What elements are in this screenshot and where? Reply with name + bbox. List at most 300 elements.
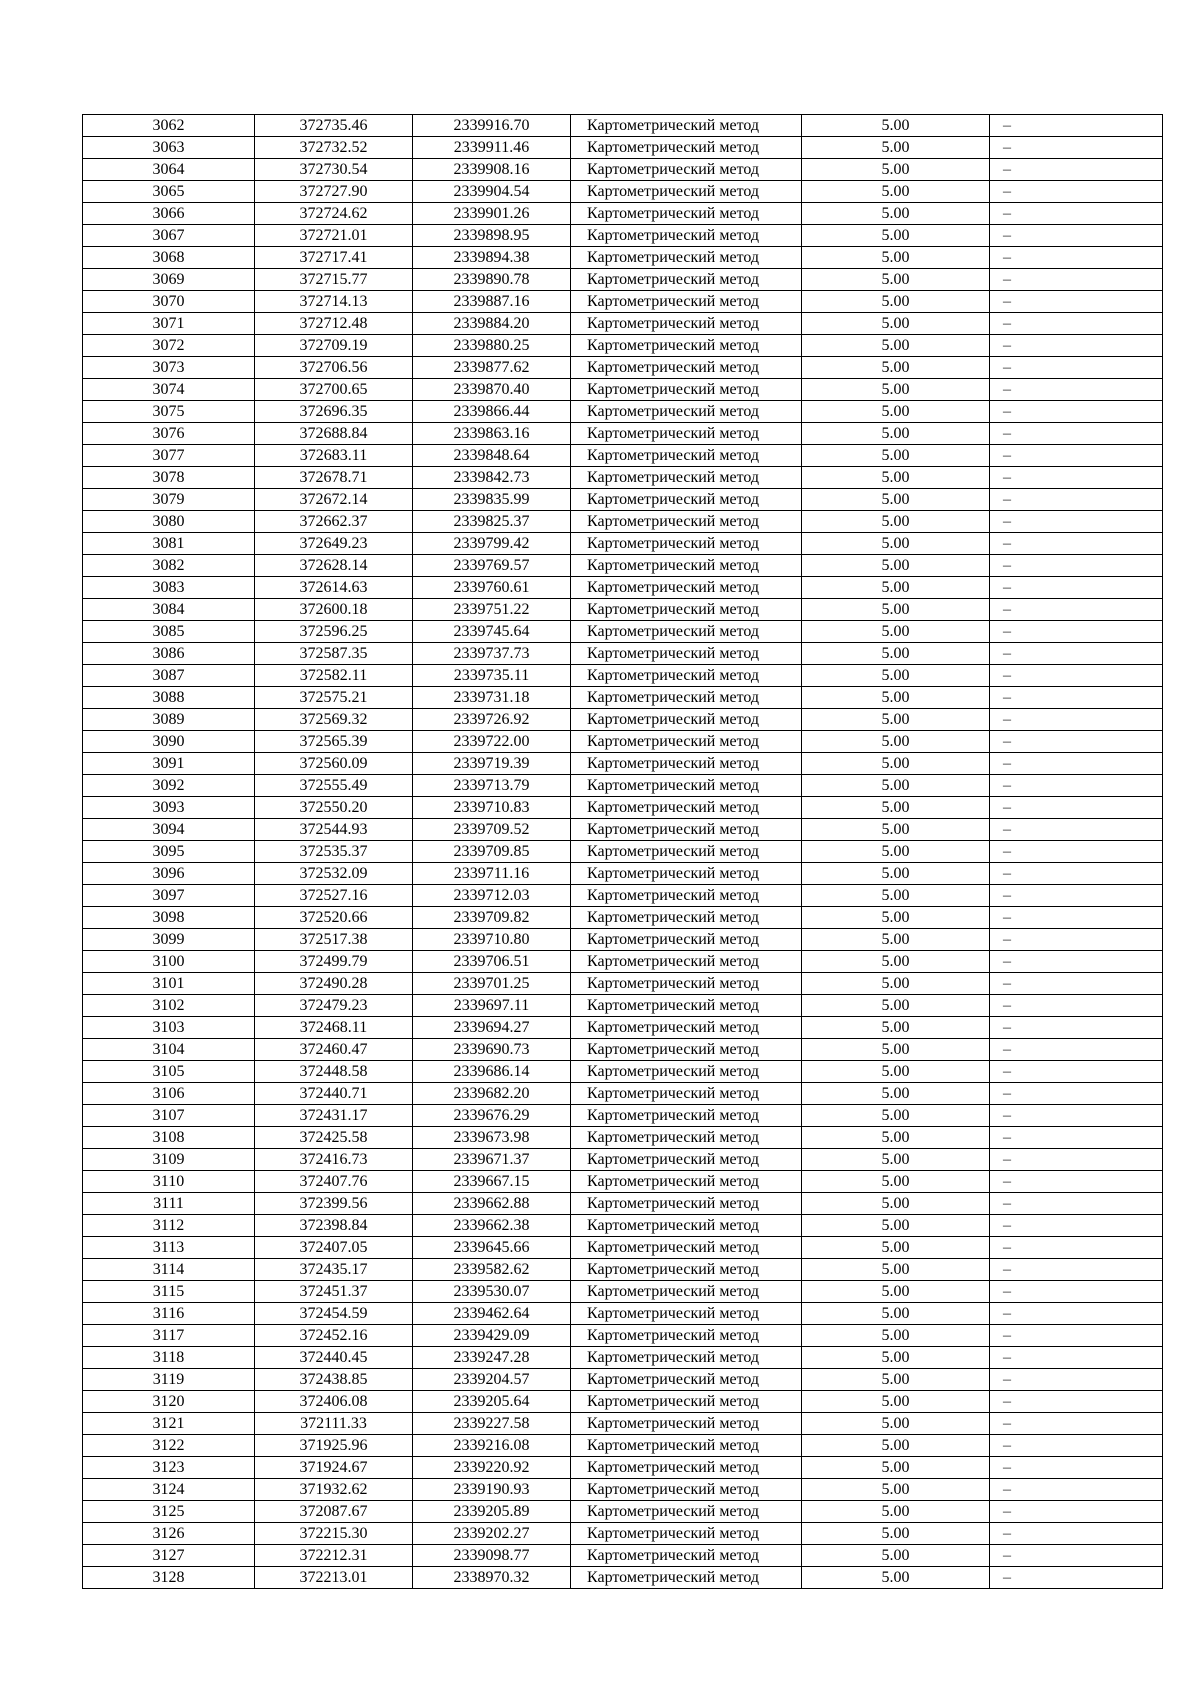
cell-point-number: 3088 [83,687,255,709]
cell-method: Картометрический метод [571,225,802,247]
table-row [83,1193,1163,1215]
cell-coord-y: 2339711.16 [413,863,571,885]
cell-note: – [990,379,1163,401]
table-row [83,1347,1163,1369]
cell-coord-y: 2339530.07 [413,1281,571,1303]
cell-note: – [990,1083,1163,1105]
cell-coord-x: 372468.11 [255,1017,413,1039]
table-row [83,665,1163,687]
cell-point-number: 3102 [83,995,255,1017]
cell-method: Картометрический метод [571,1435,802,1457]
cell-accuracy: 5.00 [802,1281,990,1303]
table-row [83,401,1163,423]
cell-accuracy: 5.00 [802,1567,990,1589]
cell-method: Картометрический метод [571,1017,802,1039]
cell-note: – [990,621,1163,643]
cell-accuracy: 5.00 [802,1061,990,1083]
cell-point-number: 3100 [83,951,255,973]
cell-point-number: 3093 [83,797,255,819]
cell-note: – [990,1215,1163,1237]
cell-coord-x: 372479.23 [255,995,413,1017]
cell-coord-x: 371925.96 [255,1435,413,1457]
cell-accuracy: 5.00 [802,951,990,973]
cell-method: Картометрический метод [571,533,802,555]
cell-accuracy: 5.00 [802,1545,990,1567]
cell-point-number: 3096 [83,863,255,885]
cell-point-number: 3091 [83,753,255,775]
cell-coord-y: 2339645.66 [413,1237,571,1259]
table-row [83,687,1163,709]
cell-note: – [990,1369,1163,1391]
cell-note: – [990,1391,1163,1413]
cell-note: – [990,489,1163,511]
cell-coord-x: 372727.90 [255,181,413,203]
cell-point-number: 3128 [83,1567,255,1589]
cell-point-number: 3127 [83,1545,255,1567]
cell-point-number: 3112 [83,1215,255,1237]
table-row [83,1391,1163,1413]
cell-method: Картометрический метод [571,1237,802,1259]
cell-coord-y: 2339710.83 [413,797,571,819]
cell-point-number: 3064 [83,159,255,181]
table-row [83,1567,1163,1589]
cell-point-number: 3072 [83,335,255,357]
cell-note: – [990,1457,1163,1479]
table-row [83,423,1163,445]
cell-point-number: 3125 [83,1501,255,1523]
cell-coord-y: 2339751.22 [413,599,571,621]
table-row [83,929,1163,951]
table-row [83,181,1163,203]
table-row [83,467,1163,489]
cell-method: Картометрический метод [571,357,802,379]
table-row [83,489,1163,511]
table-row [83,445,1163,467]
table-row [83,1127,1163,1149]
cell-method: Картометрический метод [571,709,802,731]
cell-coord-x: 372215.30 [255,1523,413,1545]
cell-accuracy: 5.00 [802,577,990,599]
cell-note: – [990,819,1163,841]
cell-point-number: 3069 [83,269,255,291]
cell-coord-y: 2339890.78 [413,269,571,291]
table-row [83,753,1163,775]
cell-note: – [990,973,1163,995]
cell-accuracy: 5.00 [802,753,990,775]
cell-coord-y: 2338970.32 [413,1567,571,1589]
cell-point-number: 3121 [83,1413,255,1435]
cell-coord-y: 2339582.62 [413,1259,571,1281]
cell-point-number: 3067 [83,225,255,247]
cell-method: Картометрический метод [571,687,802,709]
cell-accuracy: 5.00 [802,247,990,269]
cell-coord-x: 372544.93 [255,819,413,841]
cell-point-number: 3101 [83,973,255,995]
cell-point-number: 3086 [83,643,255,665]
cell-accuracy: 5.00 [802,357,990,379]
cell-coord-x: 372407.05 [255,1237,413,1259]
cell-coord-y: 2339690.73 [413,1039,571,1061]
cell-coord-y: 2339842.73 [413,467,571,489]
cell-accuracy: 5.00 [802,1259,990,1281]
cell-method: Картометрический метод [571,1567,802,1589]
cell-note: – [990,1061,1163,1083]
cell-coord-x: 372706.56 [255,357,413,379]
cell-coord-x: 372399.56 [255,1193,413,1215]
cell-accuracy: 5.00 [802,819,990,841]
table-row [83,137,1163,159]
cell-accuracy: 5.00 [802,599,990,621]
cell-coord-y: 2339697.11 [413,995,571,1017]
cell-method: Картометрический метод [571,269,802,291]
cell-method: Картометрический метод [571,819,802,841]
table-row [83,643,1163,665]
cell-method: Картометрический метод [571,599,802,621]
cell-note: – [990,335,1163,357]
cell-note: – [990,357,1163,379]
cell-point-number: 3122 [83,1435,255,1457]
table-row [83,511,1163,533]
cell-coord-y: 2339676.29 [413,1105,571,1127]
cell-coord-x: 372087.67 [255,1501,413,1523]
table-row [83,973,1163,995]
table-row [83,291,1163,313]
table-row [83,1017,1163,1039]
cell-coord-x: 372460.47 [255,1039,413,1061]
cell-point-number: 3113 [83,1237,255,1259]
cell-note: – [990,247,1163,269]
cell-coord-y: 2339709.85 [413,841,571,863]
cell-point-number: 3078 [83,467,255,489]
cell-accuracy: 5.00 [802,687,990,709]
cell-point-number: 3124 [83,1479,255,1501]
cell-coord-y: 2339825.37 [413,511,571,533]
cell-coord-x: 372672.14 [255,489,413,511]
cell-coord-x: 372714.13 [255,291,413,313]
cell-point-number: 3108 [83,1127,255,1149]
cell-coord-y: 2339205.64 [413,1391,571,1413]
cell-point-number: 3062 [83,115,255,137]
cell-coord-x: 372628.14 [255,555,413,577]
cell-coord-y: 2339731.18 [413,687,571,709]
cell-note: – [990,577,1163,599]
cell-point-number: 3083 [83,577,255,599]
cell-note: – [990,225,1163,247]
cell-coord-y: 2339673.98 [413,1127,571,1149]
cell-method: Картометрический метод [571,511,802,533]
table-row [83,1303,1163,1325]
table-row [83,533,1163,555]
cell-method: Картометрический метод [571,1325,802,1347]
cell-accuracy: 5.00 [802,203,990,225]
cell-coord-y: 2339662.88 [413,1193,571,1215]
cell-coord-y: 2339726.92 [413,709,571,731]
cell-coord-y: 2339848.64 [413,445,571,467]
cell-note: – [990,401,1163,423]
cell-accuracy: 5.00 [802,1303,990,1325]
cell-method: Картометрический метод [571,1303,802,1325]
cell-coord-y: 2339098.77 [413,1545,571,1567]
cell-coord-y: 2339835.99 [413,489,571,511]
cell-note: – [990,1237,1163,1259]
cell-coord-x: 372440.71 [255,1083,413,1105]
cell-coord-x: 372454.59 [255,1303,413,1325]
table-row [83,335,1163,357]
cell-point-number: 3085 [83,621,255,643]
cell-note: – [990,1325,1163,1347]
cell-method: Картометрический метод [571,467,802,489]
cell-note: – [990,995,1163,1017]
cell-accuracy: 5.00 [802,885,990,907]
cell-coord-y: 2339429.09 [413,1325,571,1347]
cell-note: – [990,1259,1163,1281]
table-row [83,247,1163,269]
cell-method: Картометрический метод [571,137,802,159]
cell-method: Картометрический метод [571,621,802,643]
table-row [83,951,1163,973]
table-row [83,819,1163,841]
cell-coord-x: 372596.25 [255,621,413,643]
table-row [83,269,1163,291]
cell-note: – [990,181,1163,203]
cell-coord-y: 2339462.64 [413,1303,571,1325]
cell-coord-y: 2339706.51 [413,951,571,973]
cell-note: – [990,665,1163,687]
cell-coord-x: 372575.21 [255,687,413,709]
table-row [83,1171,1163,1193]
cell-point-number: 3074 [83,379,255,401]
cell-coord-x: 372582.11 [255,665,413,687]
cell-coord-y: 2339701.25 [413,973,571,995]
cell-note: – [990,1105,1163,1127]
cell-coord-y: 2339901.26 [413,203,571,225]
cell-note: – [990,137,1163,159]
cell-note: – [990,841,1163,863]
cell-accuracy: 5.00 [802,907,990,929]
cell-accuracy: 5.00 [802,863,990,885]
table-row [83,1457,1163,1479]
cell-note: – [990,1149,1163,1171]
cell-coord-x: 372213.01 [255,1567,413,1589]
cell-method: Картометрический метод [571,159,802,181]
cell-point-number: 3110 [83,1171,255,1193]
cell-coord-x: 372517.38 [255,929,413,951]
cell-point-number: 3111 [83,1193,255,1215]
cell-method: Картометрический метод [571,401,802,423]
cell-point-number: 3080 [83,511,255,533]
cell-coord-y: 2339722.00 [413,731,571,753]
cell-point-number: 3063 [83,137,255,159]
cell-coord-y: 2339916.70 [413,115,571,137]
cell-accuracy: 5.00 [802,1391,990,1413]
cell-note: – [990,115,1163,137]
cell-note: – [990,1193,1163,1215]
table-row [83,379,1163,401]
cell-note: – [990,291,1163,313]
cell-method: Картометрический метод [571,665,802,687]
cell-note: – [990,599,1163,621]
cell-coord-y: 2339870.40 [413,379,571,401]
cell-accuracy: 5.00 [802,995,990,1017]
cell-method: Картометрический метод [571,1479,802,1501]
cell-accuracy: 5.00 [802,511,990,533]
cell-note: – [990,1435,1163,1457]
cell-note: – [990,269,1163,291]
cell-point-number: 3065 [83,181,255,203]
cell-accuracy: 5.00 [802,269,990,291]
cell-coord-y: 2339671.37 [413,1149,571,1171]
cell-method: Картометрический метод [571,1347,802,1369]
cell-point-number: 3120 [83,1391,255,1413]
table-row [83,775,1163,797]
cell-method: Картометрический метод [571,291,802,313]
cell-method: Картометрический метод [571,841,802,863]
cell-note: – [990,797,1163,819]
cell-coord-x: 372565.39 [255,731,413,753]
cell-coord-x: 372717.41 [255,247,413,269]
cell-accuracy: 5.00 [802,621,990,643]
cell-accuracy: 5.00 [802,181,990,203]
table-row [83,1061,1163,1083]
cell-coord-y: 2339190.93 [413,1479,571,1501]
cell-method: Картометрический метод [571,1523,802,1545]
cell-point-number: 3117 [83,1325,255,1347]
cell-coord-x: 372435.17 [255,1259,413,1281]
cell-coord-x: 372499.79 [255,951,413,973]
cell-note: – [990,313,1163,335]
cell-coord-y: 2339887.16 [413,291,571,313]
cell-point-number: 3071 [83,313,255,335]
cell-coord-x: 372649.23 [255,533,413,555]
cell-note: – [990,423,1163,445]
table-row [83,577,1163,599]
cell-method: Картометрический метод [571,1171,802,1193]
table-row [83,1523,1163,1545]
cell-coord-x: 372715.77 [255,269,413,291]
table-row [83,995,1163,1017]
cell-accuracy: 5.00 [802,1457,990,1479]
cell-point-number: 3090 [83,731,255,753]
cell-note: – [990,643,1163,665]
cell-method: Картометрический метод [571,1391,802,1413]
cell-coord-y: 2339220.92 [413,1457,571,1479]
cell-accuracy: 5.00 [802,1149,990,1171]
cell-coord-y: 2339682.20 [413,1083,571,1105]
cell-coord-x: 372600.18 [255,599,413,621]
cell-method: Картометрический метод [571,1193,802,1215]
cell-note: – [990,1303,1163,1325]
cell-point-number: 3070 [83,291,255,313]
cell-accuracy: 5.00 [802,1215,990,1237]
cell-coord-x: 372560.09 [255,753,413,775]
cell-accuracy: 5.00 [802,1127,990,1149]
cell-coord-x: 372532.09 [255,863,413,885]
cell-method: Картометрический метод [571,247,802,269]
cell-accuracy: 5.00 [802,973,990,995]
cell-coord-x: 372452.16 [255,1325,413,1347]
cell-accuracy: 5.00 [802,1039,990,1061]
cell-method: Картометрический метод [571,753,802,775]
cell-coord-x: 372712.48 [255,313,413,335]
cell-accuracy: 5.00 [802,1369,990,1391]
cell-note: – [990,1171,1163,1193]
cell-point-number: 3087 [83,665,255,687]
cell-accuracy: 5.00 [802,489,990,511]
cell-accuracy: 5.00 [802,1501,990,1523]
table-row [83,1259,1163,1281]
cell-coord-y: 2339694.27 [413,1017,571,1039]
cell-coord-x: 372490.28 [255,973,413,995]
cell-coord-x: 371924.67 [255,1457,413,1479]
cell-coord-x: 372535.37 [255,841,413,863]
cell-accuracy: 5.00 [802,137,990,159]
cell-note: – [990,1567,1163,1589]
cell-note: – [990,159,1163,181]
cell-coord-y: 2339227.58 [413,1413,571,1435]
cell-accuracy: 5.00 [802,467,990,489]
cell-accuracy: 5.00 [802,379,990,401]
cell-accuracy: 5.00 [802,555,990,577]
cell-note: – [990,1347,1163,1369]
cell-coord-y: 2339216.08 [413,1435,571,1457]
cell-accuracy: 5.00 [802,665,990,687]
cell-accuracy: 5.00 [802,643,990,665]
cell-point-number: 3092 [83,775,255,797]
cell-coord-x: 372527.16 [255,885,413,907]
cell-method: Картометрический метод [571,643,802,665]
cell-note: – [990,929,1163,951]
cell-accuracy: 5.00 [802,1325,990,1347]
cell-point-number: 3114 [83,1259,255,1281]
cell-accuracy: 5.00 [802,445,990,467]
cell-coord-x: 372438.85 [255,1369,413,1391]
cell-note: – [990,885,1163,907]
cell-coord-x: 372732.52 [255,137,413,159]
cell-coord-x: 372721.01 [255,225,413,247]
cell-method: Картометрический метод [571,1259,802,1281]
cell-coord-y: 2339667.15 [413,1171,571,1193]
cell-note: – [990,1523,1163,1545]
cell-method: Картометрический метод [571,797,802,819]
cell-coord-y: 2339877.62 [413,357,571,379]
cell-accuracy: 5.00 [802,1523,990,1545]
cell-coord-y: 2339904.54 [413,181,571,203]
cell-method: Картометрический метод [571,951,802,973]
table-row [83,1545,1163,1567]
cell-coord-y: 2339866.44 [413,401,571,423]
cell-coord-y: 2339204.57 [413,1369,571,1391]
cell-accuracy: 5.00 [802,797,990,819]
table-row [83,159,1163,181]
cell-point-number: 3095 [83,841,255,863]
cell-note: – [990,445,1163,467]
cell-method: Картометрический метод [571,995,802,1017]
cell-method: Картометрический метод [571,1281,802,1303]
cell-point-number: 3075 [83,401,255,423]
cell-coord-x: 372520.66 [255,907,413,929]
cell-accuracy: 5.00 [802,313,990,335]
cell-note: – [990,775,1163,797]
cell-accuracy: 5.00 [802,731,990,753]
cell-coord-y: 2339908.16 [413,159,571,181]
cell-method: Картометрический метод [571,335,802,357]
cell-coord-x: 372678.71 [255,467,413,489]
cell-point-number: 3126 [83,1523,255,1545]
cell-coord-x: 372569.32 [255,709,413,731]
cell-point-number: 3118 [83,1347,255,1369]
cell-coord-x: 372425.58 [255,1127,413,1149]
cell-note: – [990,1281,1163,1303]
